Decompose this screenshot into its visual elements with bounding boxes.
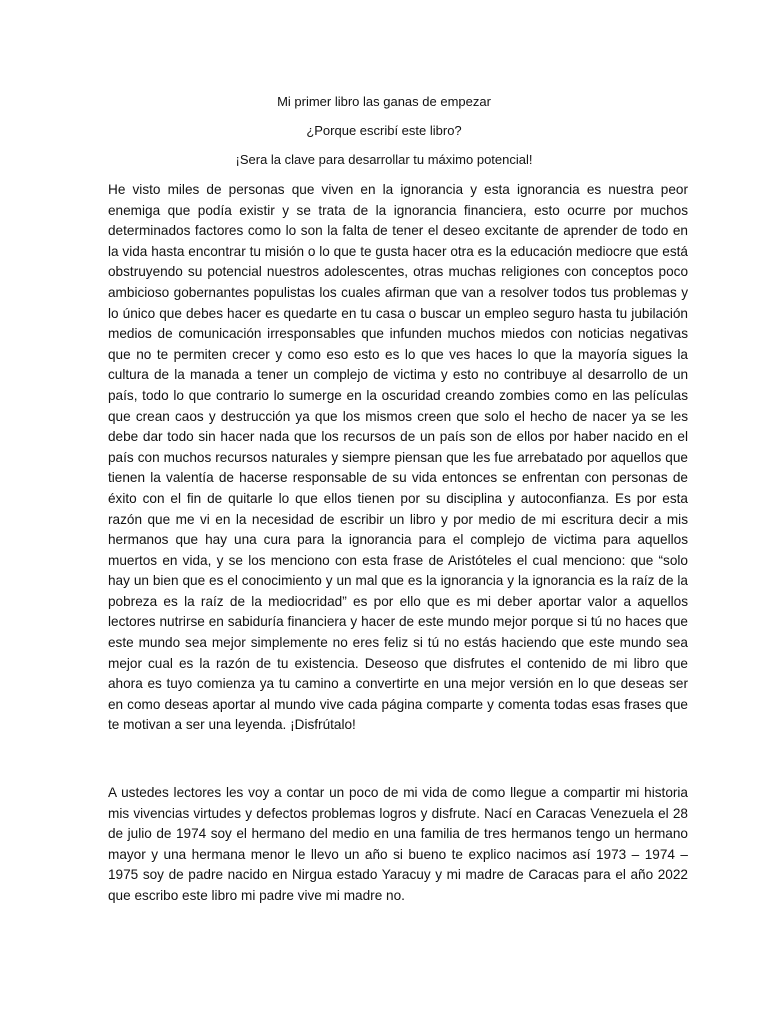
paragraph-1: He visto miles de personas que viven en la ignorancia y esta ignorancia es nuestra peor enemiga que podía existir y se trata de la ignorancia financiera, esto ocurre por muchos determinados factores como lo son la falta de tener el deseo excitante de aprender de todo en la vida hasta encontrar tu misión o lo que te gusta hacer otra es la educación mediocre que está obstruyendo su potencial nuestros adolescentes, otras muchas religiones con conceptos poco ambicioso gobernantes populistas los cuales afirman que van a resolver todos tus problemas y lo único que debes hacer es quedarte en tu casa o buscar un empleo seguro hasta tu jubilación medios de comunicación irresponsables que infunden muchos miedos con noticias negativas que no te permiten crecer y como eso esto es lo que ves haces lo que la mayoría sigues la cultura de la manada a tener un complejo de victima y esto no contribuye al desarrollo de un país, todo lo que contrario lo sumerge en la oscuridad creando zombies como en las películas que crean caos y destrucción ya que los mismos creen que solo el hecho de nacer ya se les debe dar todo sin hacer nada que los recursos de un país son de ellos por haber nacido en el país con muchos recursos naturales y siempre piensan que les fue arrebatado por aquellos que tienen la valentía de hacerse responsable de su vida entonces se enfrentan con personas de éxito con el fin de quitarle lo que ellos tienen por su disciplina y autoconfianza. Es por esta razón que me vi en la necesidad de escribir un libro y por medio de mi escritura decir a mis hermanos que hay una cura para la ignorancia para el complejo de victima para aquellos muertos en vida, y se los menciono con esta frase de Aristóteles el cual menciono: que “solo hay un bien que es el conocimiento y un mal que es la ignorancia y la ignorancia es la raíz de la pobreza es la raíz de la mediocridad” es por ello que es mi deber aportar valor a aquellos lectores nutrirse en sabiduría financiera y hacer de este mundo mejor porque si tú no haces que este mundo sea mejor simplemente no eres feliz si tú no estás haciendo que este mundo sea mejor cual es la razón de tu existencia. Deseoso que disfrutes el contenido de mi libro que ahora es tuyo comienza ya tu camino a convertirte en una mejor versión en lo que deseas ser en como deseas aportar al mundo vive cada página comparte y comenta todas esas frases que te motivan a ser una leyenda. ¡Disfrútalo! xyxy=(108,182,688,733)
section-tagline: ¡Sera la clave para desarrollar tu máximo potencial! xyxy=(235,152,533,167)
book-title: Mi primer libro las ganas de empezar xyxy=(277,94,491,109)
section-subtitle: ¿Porque escribí este libro? xyxy=(306,123,462,138)
paragraph-2: A ustedes lectores les voy a contar un poco de mi vida de como llegue a compartir mi historia mis vivencias virtudes y defectos problemas logros y disfrute. Nací en Caracas Venezuela el 28 de julio de 1974 soy el hermano del medio en una familia de tres hermanos tengo un hermano mayor y una hermana menor le llevo un año si bueno te explico nacimos así 1973 – 1974 – 1975 soy de padre nacido en Nirgua estado Yaracuy y mi madre de Caracas para el año 2022 que escribo este libro mi padre vive mi madre no. xyxy=(108,785,688,903)
